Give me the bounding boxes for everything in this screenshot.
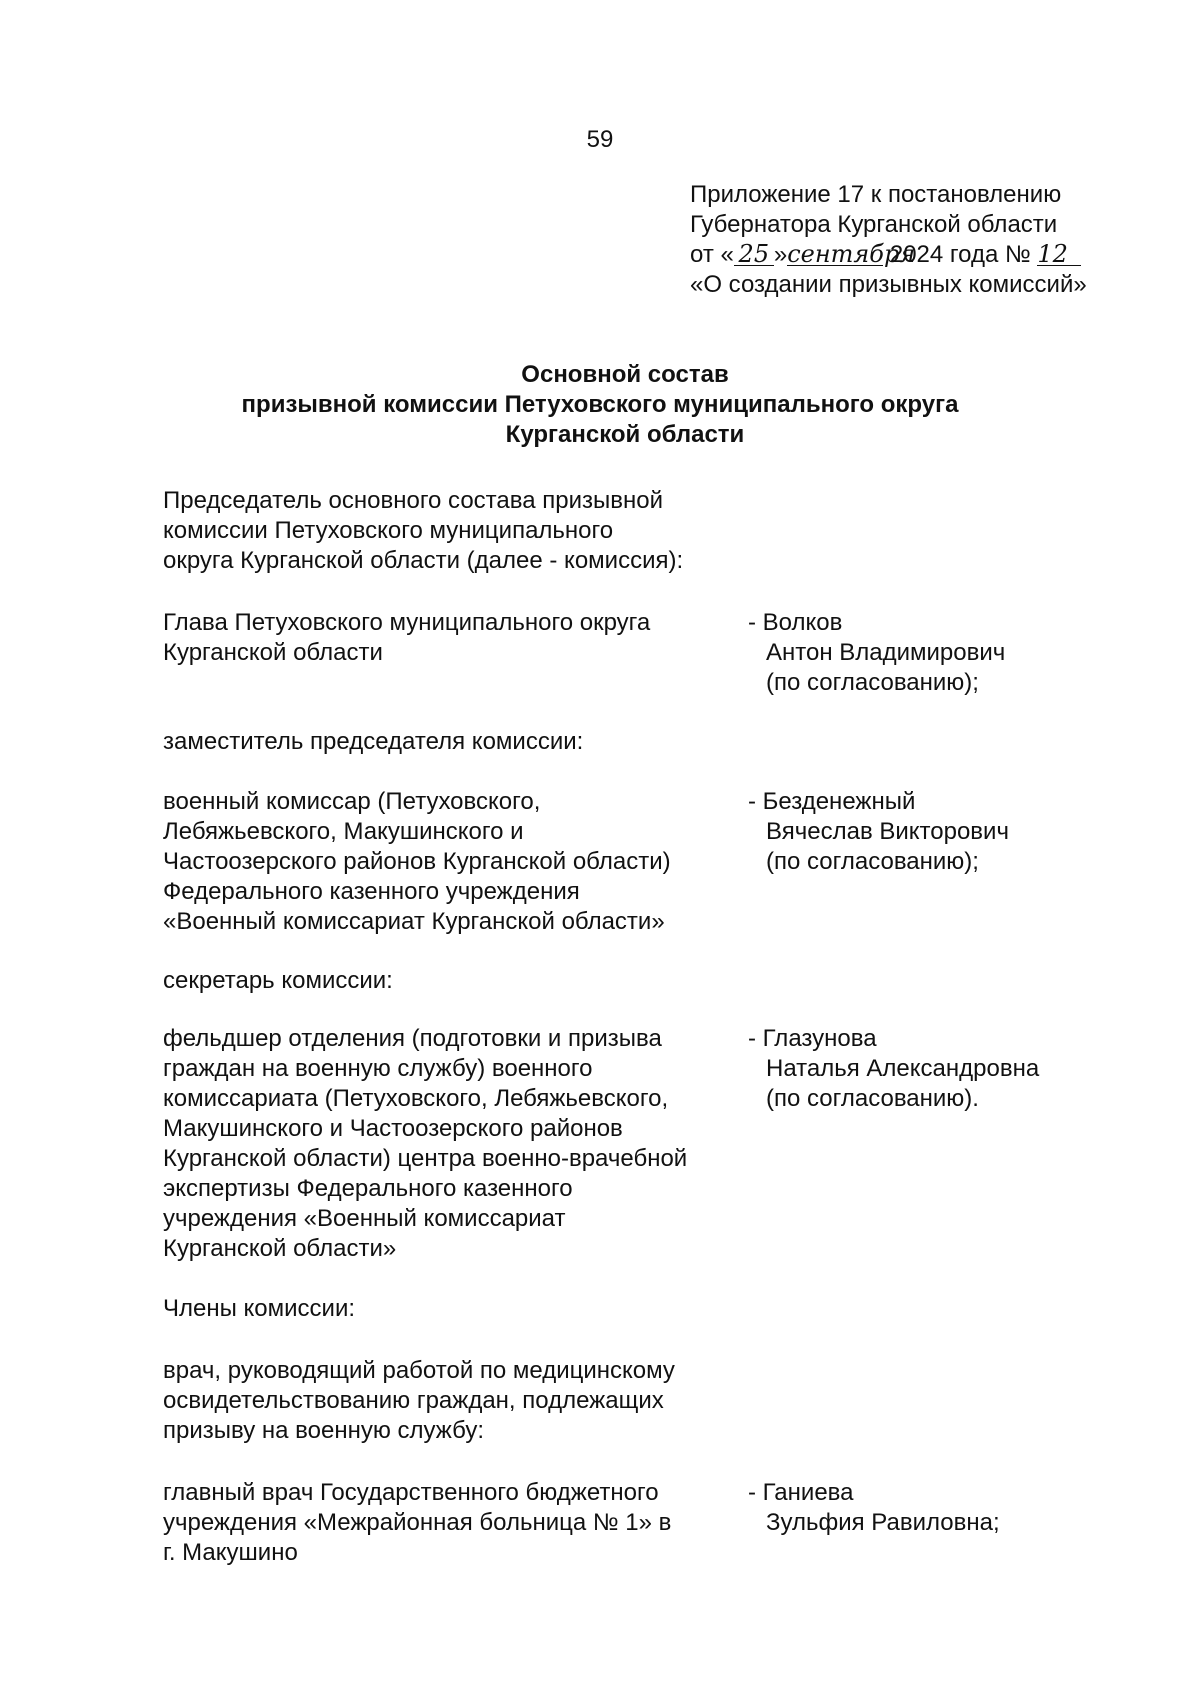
- text-line: главный врач Государственного бюджетного: [163, 1479, 659, 1506]
- title-line-2: призывной комиссии Петуховского муниципального округа: [241, 391, 959, 418]
- title-line-3: Курганской области: [505, 421, 745, 448]
- text-line: секретарь комиссии:: [163, 967, 393, 994]
- text-line: Члены комиссии:: [163, 1295, 356, 1322]
- deputy-position: [163, 787, 671, 937]
- date-year: 2024 года №: [883, 241, 1038, 268]
- person-surname: - Глазунова: [748, 1025, 877, 1052]
- page-number: 59: [586, 126, 614, 153]
- text-line: учреждения «Межрайонная больница № 1» в: [163, 1509, 672, 1536]
- document-title: [0, 360, 1200, 450]
- chairman-person: [748, 608, 1005, 698]
- person-surname: - Безденежный: [748, 788, 916, 815]
- doctor-person: [748, 1478, 1000, 1538]
- text-line: Частоозерского районов Курганской области): [163, 848, 671, 875]
- date-prefix: от «: [690, 241, 734, 268]
- text-line: Курганской области»: [163, 1235, 397, 1262]
- handwritten-month: сентября: [787, 240, 916, 268]
- appendix-line-2: Губернатора Курганской области: [690, 211, 1058, 238]
- text-line: Курганской области: [163, 639, 383, 666]
- handwritten-day: 25: [734, 243, 774, 266]
- deputy-heading: [163, 727, 583, 757]
- text-line: Макушинского и Частоозерского районов: [163, 1115, 623, 1142]
- doctor-position: [163, 1478, 671, 1568]
- text-line: округа Курганской области (далее - комиссия):: [163, 547, 684, 574]
- text-line: Глава Петуховского муниципального округа: [163, 609, 651, 636]
- chairman-position: [163, 608, 650, 668]
- doctor-heading: [163, 1356, 675, 1446]
- text-line: комиссии Петуховского муниципального: [163, 517, 614, 544]
- secretary-position: [163, 1024, 687, 1264]
- members-heading: [163, 1294, 355, 1324]
- text-line: граждан на военную службу) военного: [163, 1055, 593, 1082]
- person-surname: - Волков: [748, 609, 843, 636]
- secretary-person: [748, 1024, 1039, 1114]
- text-line: г. Макушино: [163, 1539, 298, 1566]
- text-line: Лебяжьевского, Макушинского и: [163, 818, 524, 845]
- text-line: призыву на военную службу:: [163, 1417, 484, 1444]
- deputy-person: [748, 787, 1009, 877]
- date-quote: »: [773, 241, 788, 268]
- text-line: «Военный комиссариат Курганской области»: [163, 908, 665, 935]
- person-note: (по согласованию);: [766, 669, 979, 696]
- text-line: освидетельствованию граждан, подлежащих: [163, 1387, 664, 1414]
- chairman-heading: [163, 486, 683, 576]
- person-name: Зульфия Равиловна;: [766, 1509, 1000, 1536]
- person-note: (по согласованию).: [766, 1085, 979, 1112]
- text-line: фельдшер отделения (подготовки и призыва: [163, 1025, 662, 1052]
- person-note: (по согласованию);: [766, 848, 979, 875]
- text-line: учреждения «Военный комиссариат: [163, 1205, 566, 1232]
- title-line-1: Основной состав: [521, 361, 729, 388]
- appendix-line-3: [690, 240, 1087, 270]
- person-name: Вячеслав Викторович: [766, 818, 1009, 845]
- text-line: экспертизы Федерального казенного: [163, 1175, 573, 1202]
- text-line: врач, руководящий работой по медицинскому: [163, 1357, 675, 1384]
- text-line: заместитель председателя комиссии:: [163, 728, 584, 755]
- text-line: Федерального казенного учреждения: [163, 878, 580, 905]
- person-name: Наталья Александровна: [766, 1055, 1040, 1082]
- appendix-note: [690, 180, 1087, 300]
- handwritten-number: 12: [1037, 243, 1081, 266]
- text-line: военный комиссар (Петуховского,: [163, 788, 541, 815]
- text-line: Курганской области) центра военно-врачебной: [163, 1145, 688, 1172]
- person-surname: - Ганиева: [748, 1479, 854, 1506]
- appendix-line-4: «О создании призывных комиссий»: [690, 271, 1087, 298]
- appendix-line-1: Приложение 17 к постановлению: [690, 181, 1062, 208]
- text-line: комиссариата (Петуховского, Лебяжьевского,: [163, 1085, 669, 1112]
- text-line: Председатель основного состава призывной: [163, 487, 664, 514]
- secretary-heading: [163, 966, 393, 996]
- person-name: Антон Владимирович: [766, 639, 1006, 666]
